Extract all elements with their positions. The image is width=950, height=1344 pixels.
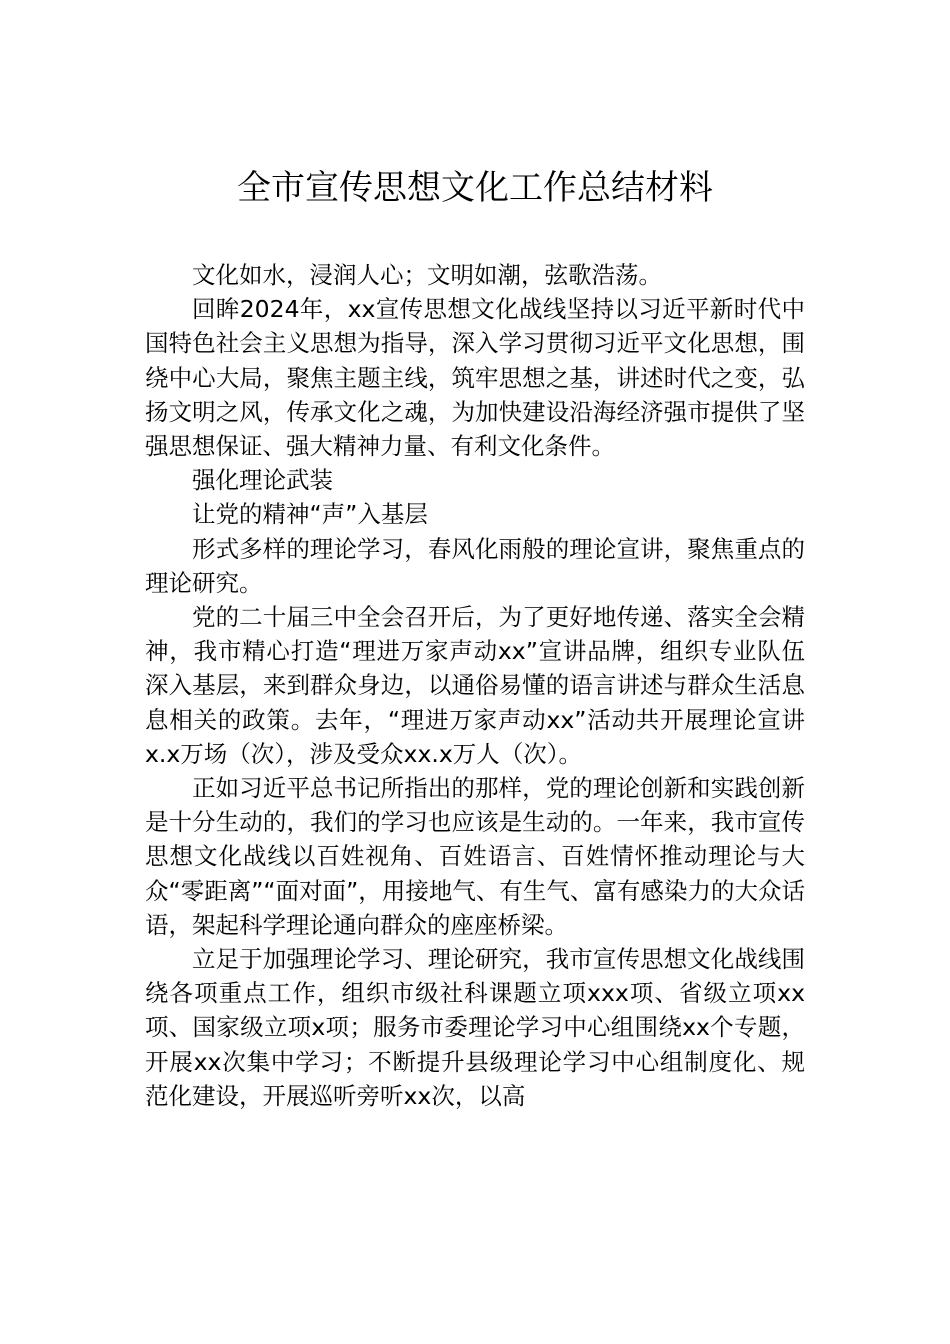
paragraph: 回眸2024年，xx宣传思想文化战线坚持以习近平新时代中国特色社会主义思想为指导，深入学习贯彻习近平文化思想，围绕中心大局，聚焦主题主线，筑牢思想之基，讲述时代之变，弘扬文明之风，传承文化之魂，为加快建设沿海经济强市提供了坚强思想保证、强大精神力量、有利文化条件。	[145, 295, 805, 461]
document-title: 全市宣传思想文化工作总结材料	[237, 168, 713, 208]
paragraph: 文化如水，浸润人心；文明如潮，弦歌浩荡。	[192, 261, 662, 289]
document-body	[145, 258, 805, 1113]
paragraph: 正如习近平总书记所指出的那样，党的理论创新和实践创新是十分生动的，我们的学习也应该是生动的。一年来，我市宣传思想文化战线以百姓视角、百姓语言、百姓情怀推动理论与大众“零距离”“面对面”，用接地气、有生气、富有感染力的大众话语，架起科学理论通向群众的座座桥梁。	[145, 774, 805, 939]
section-heading: 强化理论武装	[192, 466, 333, 495]
paragraph: 形式多样的理论学习，春风化雨般的理论宣讲，聚焦重点的理论研究。	[145, 534, 805, 597]
section-subheading: 让党的精神“声”入基层	[192, 500, 428, 529]
paragraph: 立足于加强理论学习、理论研究，我市宣传思想文化战线围绕各项重点工作，组织市级社科课题立项xxx项、省级立项xx项、国家级立项x项；服务市委理论学习中心组围绕xx个专题，开展xx次集中学习；不断提升县级理论学习中心组制度化、规范化建设，开展巡听旁听xx次，以高	[145, 945, 805, 1110]
paragraph: 党的二十届三中全会召开后，为了更好地传递、落实全会精神，我市精心打造“理进万家声动xx”宣讲品牌，组织专业队伍深入基层，来到群众身边，以通俗易懂的语言讲述与群众生活息息相关的政策。去年，“理进万家声动xx”活动共开展理论宣讲x.x万场（次），涉及受众xx.x万人（次）。	[145, 603, 805, 768]
